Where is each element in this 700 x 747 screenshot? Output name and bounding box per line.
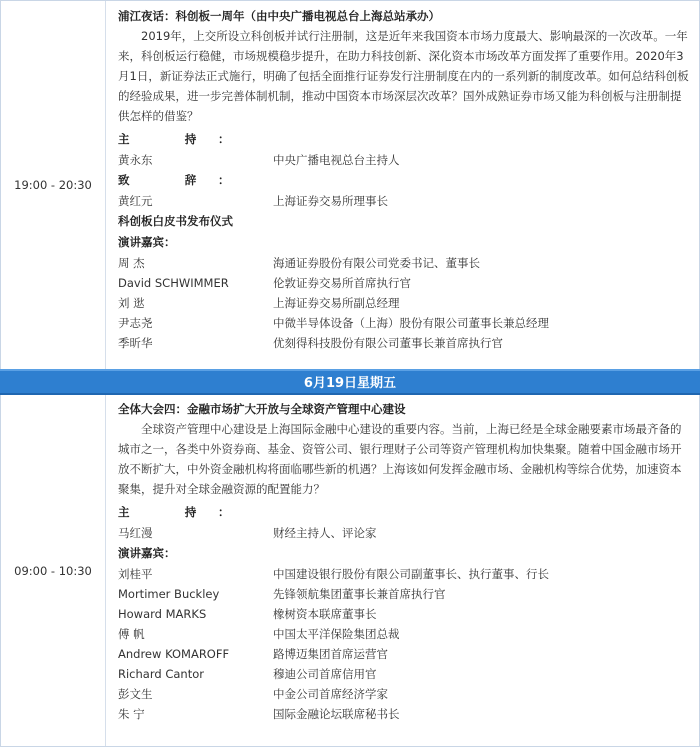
person-name: 季昕华 bbox=[118, 336, 153, 350]
person-title: 中微半导体设备（上海）股份有限公司董事长兼总经理 bbox=[273, 316, 549, 330]
person-name: 尹志尧 bbox=[118, 316, 153, 330]
speech-label: 致 辞： bbox=[118, 173, 252, 187]
session-2 bbox=[0, 395, 700, 747]
person-title: 海通证券股份有限公司党委书记、董事长 bbox=[273, 256, 480, 270]
person-title: 优刻得科技股份有限公司董事长兼首席执行官 bbox=[273, 336, 503, 350]
session-title: 浦江夜话：科创板一周年（由中央广播电视总台上海总站承办） bbox=[118, 9, 440, 23]
host-label: 主 持： bbox=[118, 132, 252, 146]
speaker-row bbox=[118, 704, 689, 724]
session-1 bbox=[0, 1, 700, 369]
ceremony-label: 科创板白皮书发布仪式 bbox=[118, 214, 233, 228]
person-name: 刘 逖 bbox=[118, 296, 145, 310]
person-name: 傅 帆 bbox=[118, 627, 145, 641]
session-content bbox=[106, 1, 699, 369]
session-time: 09:00 - 10:30 bbox=[1, 395, 106, 746]
speaker-row bbox=[118, 644, 689, 664]
speaker-row bbox=[118, 564, 689, 584]
person-title: 上海证券交易所理事长 bbox=[273, 194, 388, 208]
person-name: 刘桂平 bbox=[118, 567, 153, 581]
person-title: 国际金融论坛联席秘书长 bbox=[273, 707, 400, 721]
person-title: 先锋领航集团董事长兼首席执行官 bbox=[273, 587, 446, 601]
speaker-row bbox=[118, 604, 689, 624]
host-label: 主 持： bbox=[118, 505, 252, 519]
person-title: 中国太平洋保险集团总裁 bbox=[273, 627, 400, 641]
person-name: 朱 宁 bbox=[118, 707, 145, 721]
person-title: 财经主持人、评论家 bbox=[273, 526, 377, 540]
host-row bbox=[118, 523, 689, 543]
person-name: Richard Cantor bbox=[118, 667, 204, 681]
speaker-row bbox=[118, 684, 689, 704]
person-title: 穆迪公司首席信用官 bbox=[273, 667, 377, 681]
person-name: 马红漫 bbox=[118, 526, 153, 540]
speaker-row bbox=[118, 584, 689, 604]
person-name: Howard MARKS bbox=[118, 607, 207, 621]
speaker-row bbox=[118, 333, 689, 353]
speaker-row bbox=[118, 313, 689, 333]
person-name: 彭文生 bbox=[118, 687, 153, 701]
speakers-label: 演讲嘉宾： bbox=[118, 546, 176, 560]
person-name: 周 杰 bbox=[118, 256, 145, 270]
person-title: 路博迈集团首席运营官 bbox=[273, 647, 388, 661]
person-name: 黄红元 bbox=[118, 194, 153, 208]
person-name: 黄永东 bbox=[118, 153, 153, 167]
person-name: Mortimer Buckley bbox=[118, 587, 220, 601]
person-title: 上海证券交易所副总经理 bbox=[273, 296, 400, 310]
person-title: 伦敦证券交易所首席执行官 bbox=[273, 276, 411, 290]
person-name: Andrew KOMAROFF bbox=[118, 647, 230, 661]
session-content bbox=[106, 395, 699, 746]
speech-row bbox=[118, 191, 689, 211]
person-title: 橡树资本联席董事长 bbox=[273, 607, 377, 621]
speaker-row bbox=[118, 273, 689, 293]
speaker-row bbox=[118, 253, 689, 273]
date-bar: 6月19日星期五 bbox=[0, 369, 700, 395]
session-description: 2019年，上交所设立科创板并试行注册制，这是近年来我国资本市场力度最大、影响最深的一次改革。一年来，科创板运行稳健，市场规模稳步提升，在助力科技创新、深化资本市场改革方面发挥了重要作用。2020年3月1日，新证券法正式施行，明确了包括全面推行证券发行注册制度在内的一系列新的制度改革。如何总结科创板的经验成果，进一步完善体制机制，推动中国资本市场深层次改革？国外成熟证券市场又能为科创板与注册制提供怎样的借鉴？ bbox=[118, 29, 689, 123]
person-title: 中央广播电视总台主持人 bbox=[273, 153, 400, 167]
speaker-row bbox=[118, 624, 689, 644]
speaker-row bbox=[118, 293, 689, 313]
session-title: 全体大会四：金融市场扩大开放与全球资产管理中心建设 bbox=[118, 402, 406, 416]
session-description: 全球资产管理中心建设是上海国际金融中心建设的重要内容。当前，上海已经是全球金融要素市场最齐备的城市之一，各类中外资券商、基金、资管公司、银行理财子公司等资产管理机构加快集聚。随着中国金融市场开放不断扩大，中外资金融机构将面临哪些新的机遇？上海该如何发挥金融市场、金融机构等综合优势，加速资本聚集，提升对全球金融资源的配置能力？ bbox=[118, 422, 682, 496]
speakers-label: 演讲嘉宾： bbox=[118, 235, 176, 249]
host-row bbox=[118, 150, 689, 170]
person-title: 中国建设银行股份有限公司副董事长、执行董事、行长 bbox=[273, 567, 549, 581]
session-time: 19:00 - 20:30 bbox=[1, 1, 106, 369]
speaker-row bbox=[118, 664, 689, 684]
person-title: 中金公司首席经济学家 bbox=[273, 687, 388, 701]
person-name: David SCHWIMMER bbox=[118, 276, 229, 290]
